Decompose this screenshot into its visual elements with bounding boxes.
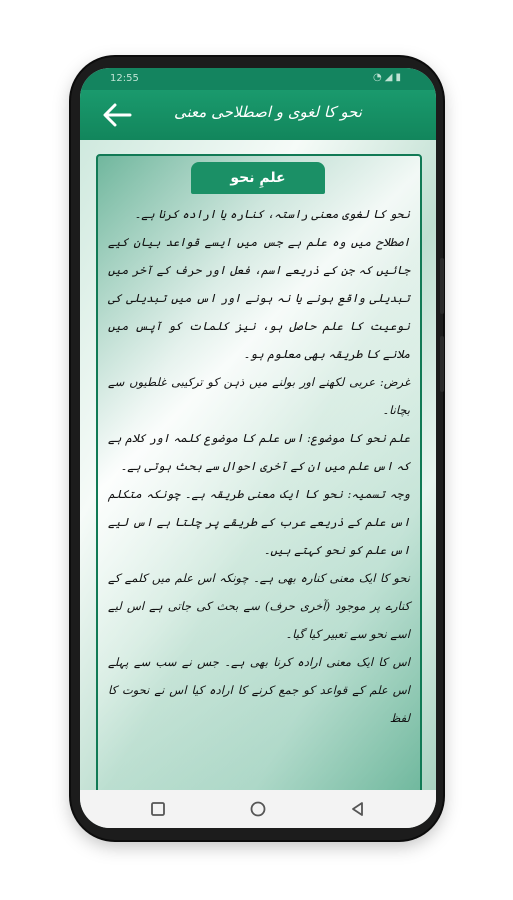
back-icon[interactable] bbox=[348, 799, 368, 819]
app-bar bbox=[80, 90, 436, 140]
paragraph: نحو کا لغوی معنی راستہ، کنارہ یا ارادہ کرنا ہے۔ bbox=[134, 207, 410, 221]
body-text bbox=[108, 200, 410, 732]
paragraph: نحو کا ایک معنی کنارہ بھی ہے۔ چونکہ اس علم میں کلمے کے کنارے پر موجود (آخری حرف) سے بحث کی جاتی ہے اس لیے اسے نحو سے تعبیر کیا گیا۔ bbox=[108, 571, 410, 641]
home-icon[interactable] bbox=[248, 799, 268, 819]
section-heading: علمِ نحو bbox=[191, 162, 325, 194]
recents-icon[interactable] bbox=[148, 799, 168, 819]
page-title: نحو کا لغوی و اصطلاحی معنی bbox=[174, 103, 362, 121]
system-nav-bar bbox=[80, 790, 436, 828]
text-card bbox=[96, 154, 422, 798]
paragraph: غرض: عربی لکھنے اور بولنے میں ذہن کو ترکیبی غلطیوں سے بچانا۔ bbox=[108, 375, 410, 417]
status-icons bbox=[373, 72, 404, 83]
volume-button bbox=[440, 258, 444, 314]
paragraph: اصطلاح میں وہ علم ہے جس میں ایسے قواعد بیان کیے جائیں کہ جن کے ذریعے اسم، فعل اور حرف کے آخر میں تبدیلی واقع ہونے یا نہ ہونے اور اس میں تبدیلی کی نوعیت کا علم حاصل ہو، نیز کلمات کو آپس میں ملانے کا طریقہ بھی معلوم ہو۔ bbox=[108, 235, 410, 361]
paragraph: اس کا ایک معنی ارادہ کرنا بھی ہے۔ جس نے سب سے پہلے اس علم کے قواعد کو جمع کرنے کا ارادہ کیا اس نے نحوت کا لفظ bbox=[108, 655, 410, 725]
wifi-icon: ◔ bbox=[373, 72, 385, 83]
signal-icon: ◢ bbox=[384, 72, 396, 83]
status-time: 12:55 bbox=[110, 73, 139, 84]
content-area[interactable] bbox=[80, 140, 436, 790]
back-arrow-icon[interactable] bbox=[102, 102, 132, 128]
phone-screen bbox=[80, 68, 436, 828]
paragraph: علم نحو کا موضوع: اس علم کا موضوع کلمہ اور کلام ہے کہ اس علم میں ان کے آخری احوال سے بحث ہوتی ہے۔ bbox=[108, 431, 410, 473]
status-bar bbox=[80, 68, 436, 90]
power-button bbox=[440, 336, 444, 392]
paragraph: وجہ تسمیہ: نحو کا ایک معنی طریقہ ہے۔ چونکہ متکلم اس علم کے ذریعے عرب کے طریقے پر چلتا ہے اس لیے اس علم کو نحو کہتے ہیں۔ bbox=[108, 487, 410, 557]
battery-icon: ▮ bbox=[395, 72, 404, 83]
